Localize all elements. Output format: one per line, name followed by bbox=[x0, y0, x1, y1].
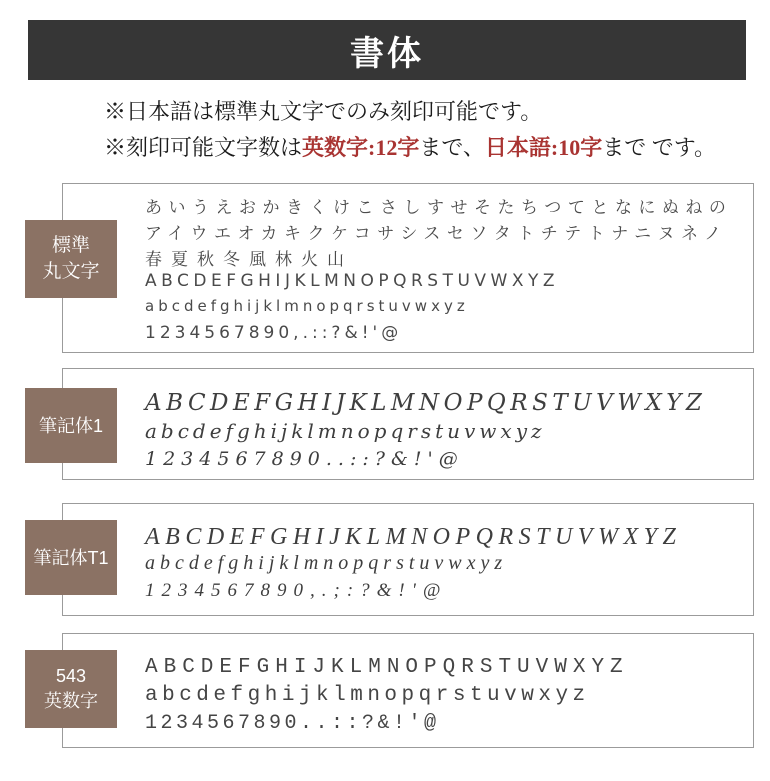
sample-text-maru-moji bbox=[145, 193, 732, 349]
sample-line-uppercase: ABCDEFGHIJKLMNOPQRSTUVWXYZ bbox=[145, 656, 629, 679]
note-line-2 bbox=[104, 130, 716, 166]
note-line-1: ※日本語は標準丸文字でのみ刻印可能です。 bbox=[104, 99, 543, 124]
note2-limit-japanese: 日本語:10字 bbox=[484, 135, 603, 160]
sample-line-uppercase: ABCDEFGHIJKLMNOPQRSTUVWXYZ bbox=[145, 390, 707, 416]
note2-suffix: まで です。 bbox=[602, 135, 716, 160]
sample-line-uppercase: ABCDEFGHIJKLMNOPQRSTUVWXYZ bbox=[145, 524, 682, 550]
label-line: 標準 bbox=[51, 235, 90, 256]
sample-text-script1 bbox=[145, 390, 706, 477]
sample-text-script-t1 bbox=[145, 524, 681, 608]
sample-label-script1 bbox=[25, 388, 117, 463]
note2-limit-alnum: 英数字:12字 bbox=[302, 135, 420, 160]
sample-line-lowercase: abcdefghijklmnopqrstuvwxyz bbox=[145, 419, 546, 443]
label-line: 543 bbox=[55, 666, 87, 686]
notes bbox=[104, 94, 716, 166]
label-line: 英数字 bbox=[44, 691, 98, 711]
sample-line-katakana: アイウエオカキクケコサシスセソタトチテトナニヌネノ bbox=[145, 224, 728, 244]
label-line: 筆記体1 bbox=[38, 415, 103, 436]
sample-line-numbers: 1234567890,.::?&!'@ bbox=[145, 323, 403, 343]
note2-mid: まで、 bbox=[419, 135, 485, 160]
sample-line-lowercase: abcdefghijklmnopqrstuvwxyz bbox=[145, 684, 590, 707]
sample-line-lowercase: abcdefghijklmnopqrstuvwxyz bbox=[145, 552, 508, 574]
sample-text-543-alnum bbox=[145, 656, 629, 740]
sample-line-kanji: 春夏秋冬風林火山 bbox=[145, 250, 353, 270]
page-title: 書体 bbox=[350, 35, 424, 73]
sample-line-numbers: 1234567890,.;:?&!'@ bbox=[145, 580, 448, 601]
sample-label-script-t1 bbox=[25, 520, 117, 595]
sample-line-numbers: 1234567890..::?&!'@ bbox=[145, 712, 440, 735]
sample-line-lowercase: abcdefghijklmnopqrstuvwxyz bbox=[145, 297, 469, 315]
sample-label-543-alnum bbox=[25, 650, 117, 728]
note2-prefix: ※刻印可能文字数は bbox=[104, 135, 303, 160]
header-bar bbox=[28, 20, 746, 80]
label-line: 丸文字 bbox=[42, 261, 100, 282]
label-line: 筆記体T1 bbox=[33, 547, 109, 568]
sample-line-uppercase: ABCDEFGHIJKLMNOPQRSTUVWXYZ bbox=[145, 271, 560, 291]
sample-line-numbers: 1234567890..::?&!'@ bbox=[145, 448, 464, 470]
sample-line-hiragana: あいうえおかきくけこさしすせそたちつてとなにぬねの bbox=[145, 198, 733, 218]
sample-label-maru-moji bbox=[25, 220, 117, 298]
